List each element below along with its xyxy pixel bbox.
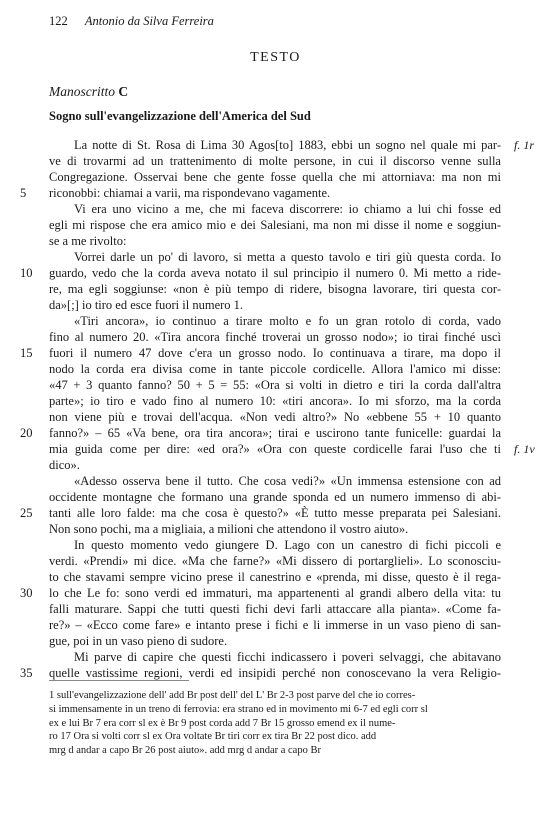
text-line: La notte di St. Rosa di Lima 30 Agos[to] 1883, ebbi un sogno nel quale mi par- xyxy=(74,138,501,152)
text-line: quelle vastissime regioni, verdi ed insipidi perché non conoscevano la vera Religio- xyxy=(49,666,501,680)
text-line: mia guida come per dire: «ed ora?» «Ora con queste cordicelle farai l'uso che ti xyxy=(49,442,501,456)
apparatus-line: si immensamente in un treno di ferrovia: era strano ed in movimento mi 6-7 ed egli corr sl xyxy=(49,703,428,715)
text-line: «Adesso osserva bene il tutto. Che cosa vedi?» «Un immensa estensione con ad xyxy=(74,474,501,488)
text-line: fuori il numero 47 dove c'era un grosso nodo. Io continuava a tirare, ma dopo il xyxy=(49,346,501,360)
folio-marker: f. 1r xyxy=(514,138,535,152)
text-line: Congregazione. Osservai bene che gente fosse quella che mi attorniava: ma non mi xyxy=(49,170,501,184)
line-number: 35 xyxy=(20,666,33,680)
text-line: fino al numero 20. «Tira ancora finché troverai un grosso nodo»; io tirai finché uscì xyxy=(49,330,501,344)
text-line: ve di trovarmi ad un trattenimento di molte persone, in cui il discorso venne sulla xyxy=(49,154,501,168)
line-number: 25 xyxy=(20,506,33,520)
text-line: «Tiri ancora», io continuo a tirare molto e fo un gran rotolo di corda, vado xyxy=(74,314,501,328)
manuscript-letter: C xyxy=(118,84,129,99)
apparatus-line: 1 sull'evangelizzazione dell' add Br post dell' del L' Br 2-3 post parve del che io corres- xyxy=(49,690,416,701)
text-line: tanti alle loro falde: ma che cosa è questo?» «È tutto messe preparata pei Salesiani. xyxy=(49,506,501,520)
text-line: non viene più e trovai dell'acqua. «Non vedi altro?» No «ebbene 55 + 10 quanto xyxy=(49,410,501,424)
text-line: egli mi rispose che era amico mio e dei Salesiani, ma non mi disse il nome e soggiun- xyxy=(49,218,501,232)
text-line: falli maturare. Sappi che tutti questi fichi devi farli attaccare alla pianta». «Come fa- xyxy=(49,602,501,616)
text-line: se a me rivolto: xyxy=(49,234,127,248)
text-line: verdi. «Prendi» mi dice. «Ma che farne?» «Mi dissero di portarglieli». Lo sconosciu- xyxy=(49,554,501,568)
text-line: fanno?» – 65 «Va bene, ora tira ancora»; tirai e uscirono tante funicelle: guardai la xyxy=(49,426,501,440)
critical-apparatus xyxy=(49,689,509,758)
apparatus-line: ro 17 Ora si volti corr sl ex Ora voltate Br tiri corr ex tira Br 22 post dico. add xyxy=(49,731,377,743)
dream-heading: Sogno sull'evangelizzazione dell'America del Sud xyxy=(49,109,311,123)
line-number: 5 xyxy=(20,186,27,200)
folio-marker: f. 1v xyxy=(514,442,535,456)
text-line: nodo la corda era divisa come in tante piccole cordicelle. Allora l'amico mi disse: xyxy=(49,362,501,376)
apparatus-line: mrg d andar a capo Br 26 post aiuto». add mrg d andar a capo Br xyxy=(49,745,321,757)
manuscript-label-text: Manoscritto xyxy=(49,84,115,99)
text-line: dico». xyxy=(49,458,80,472)
text-line: Vorrei darle un po' di lavoro, si metta a questo tavolo e tiri giù questa corda. Io xyxy=(74,250,501,264)
text-line: «47 + 3 quanto fanno? 50 + 5 = 55: «Ora si volti in dietro e tiri la corda dall'altra xyxy=(49,378,501,392)
apparatus-divider xyxy=(49,680,189,681)
text-line: In questo momento vedo giungere D. Lago con un canestro di fichi piccoli e xyxy=(74,538,501,552)
text-line: re?» – «Ecco come fare» e intanto prese i fichi e li immerse in un vaso pieno di san- xyxy=(49,618,501,632)
text-line: occidente montagne che formano una grande sponda ed un numero immenso di abi- xyxy=(49,490,501,504)
text-line: Non sono pochi, ma a migliaia, a milioni che attendono il vostro aiuto». xyxy=(49,522,409,536)
text-line: guardo, vedo che la corda aveva notato il sul principio il numero 0. Mi metto a ride- xyxy=(49,266,501,280)
text-line: lo che Le fo: sono verdi ed immaturi, ma appartenenti al grandi albero della vita: tu xyxy=(49,586,501,600)
text-line: Mi parve di capire che questi ficchi indicassero i poveri selvaggi, che abitavano xyxy=(74,650,501,664)
line-number: 15 xyxy=(20,346,33,360)
line-number: 10 xyxy=(20,266,33,280)
page-number: 122 xyxy=(49,14,68,28)
section-title: TESTO xyxy=(250,50,301,65)
running-head-author: Antonio da Silva Ferreira xyxy=(84,14,214,28)
line-number: 30 xyxy=(20,586,33,600)
text-line: da»[;] io tiro ed esce fuori il numero 1. xyxy=(49,298,244,312)
text-line: Vi era uno vicino a me, che mi faceva discorrere: io chiamo a lui chi fosse ed xyxy=(74,202,501,216)
running-header xyxy=(49,14,214,29)
text-line: parte»; io tiro e vado fino al numero 10: «tiri ancora». Io mi sforzo, ma la corda xyxy=(49,394,501,408)
apparatus-line: ex e lui Br 7 era corr sl ex è Br 9 post corda add 7 Br 15 grosso emend ex il nume- xyxy=(49,717,396,729)
manuscript-label xyxy=(49,84,128,100)
text-line: re, ma egli soggiunse: «non è più tempo di ridere, bisogna lavorare, tiri questa cor- xyxy=(49,282,501,296)
text-line: riconobbi: chiamai a varii, ma rispondevano vagamente. xyxy=(49,186,331,200)
text-line: gue, poi in un vaso pieno di sudore. xyxy=(49,634,228,648)
text-line: to che stavami sempre vicino prese il canestrino e «prenda, mi disse, questo è il rega- xyxy=(49,570,501,584)
line-number: 20 xyxy=(20,426,33,440)
